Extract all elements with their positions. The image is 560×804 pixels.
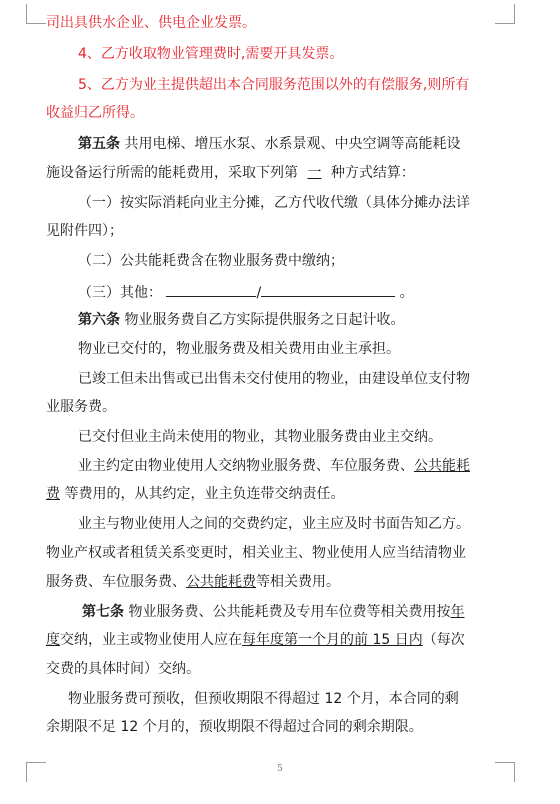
text-segment: 等费用的，从其约定，业主负连带交纳责任。 bbox=[64, 486, 345, 502]
crop-mark-top-left-h bbox=[26, 23, 46, 24]
text-segment: 等相关费用。 bbox=[256, 574, 340, 590]
text-segment: （每次 bbox=[422, 632, 465, 648]
text-line: （一）按实际消耗向业主分摊，乙方代收代缴（具体分摊办法详 bbox=[78, 195, 470, 211]
text-line: 物业服务费可预收，但预收期限不得超过 12 个月，本合同的剩 bbox=[68, 691, 459, 707]
text-line: 司出具供水企业、供电企业发票。 bbox=[46, 15, 256, 31]
text-segment: 施设备运行所需的能耗费用，采取下列第 bbox=[46, 165, 298, 181]
crop-mark-bottom-left-h bbox=[26, 762, 46, 763]
text-line: 见附件四）； bbox=[46, 223, 123, 239]
text-line: 4、乙方收取物业管理费时,需要开具发票。 bbox=[78, 46, 344, 62]
underlined-term: 公共能耗费 bbox=[186, 574, 256, 590]
text-segment: （三）其他： bbox=[78, 285, 162, 301]
article-5-text: 共用电梯、增压水泵、水系景观、中央空调等高能耗设 bbox=[124, 136, 461, 152]
article-6-heading: 第六条 bbox=[78, 312, 120, 328]
text-line: 交费的具体时间）交纳。 bbox=[46, 661, 200, 677]
text-line: 物业已交付的，物业服务费及相关费用由业主承担。 bbox=[78, 341, 400, 357]
text-line: 收益归乙所得。 bbox=[46, 105, 144, 121]
underlined-term: 度 bbox=[46, 632, 60, 648]
article-6-text: 物业服务费自乙方实际提供服务之日起计收。 bbox=[124, 312, 405, 328]
other-method-line bbox=[46, 282, 548, 302]
underlined-term: 费 bbox=[46, 486, 60, 502]
article-7-heading: 第七条 bbox=[82, 604, 124, 620]
text-line: 已竣工但未出售或已出售未交付使用的物业，由建设单位支付物 bbox=[78, 371, 470, 387]
article-5-line-1 bbox=[46, 135, 548, 153]
text-segment: 业主约定由物业使用人交纳物业服务费、车位服务费、 bbox=[78, 458, 414, 474]
text-line: 业服务费。 bbox=[46, 399, 116, 415]
text-line: （二）公共能耗费含在物业服务费中缴纳； bbox=[78, 253, 344, 269]
text-line: 物业产权或者租赁关系变更时，相关业主、物业使用人应当结清物业 bbox=[46, 545, 466, 561]
page-number: 5 bbox=[277, 764, 283, 774]
text-line: 5、乙方为业主提供超出本合同服务范围以外的有偿服务,则所有 bbox=[78, 77, 470, 93]
separator-slash: / bbox=[256, 285, 262, 301]
article-7-text: 物业服务费、公共能耗费及专用车位费等相关费用按 bbox=[128, 604, 451, 620]
article-7-line-1 bbox=[46, 603, 552, 621]
text-segment: 。 bbox=[399, 285, 414, 301]
crop-mark-bottom-right-h bbox=[495, 762, 515, 763]
crop-mark-top-left bbox=[26, 4, 27, 24]
settlement-method-blank: 一 bbox=[307, 165, 322, 181]
text-line bbox=[46, 457, 548, 475]
text-line: 余期限不足 12 个月的，预收期限不得超过合同的剩余期限。 bbox=[46, 719, 423, 735]
text-segment: 服务费、车位服务费、 bbox=[46, 574, 186, 590]
text-segment: 交纳，业主或物业使用人应在 bbox=[60, 632, 242, 648]
underlined-term: 年 bbox=[450, 604, 465, 620]
article-5-line-2 bbox=[46, 164, 516, 182]
text-line: 已交付但业主尚未使用的物业，其物业服务费由业主交纳。 bbox=[78, 429, 442, 445]
text-line: 业主与物业使用人之间的交费约定，业主应及时书面告知乙方。 bbox=[78, 516, 470, 532]
fill-in-blank bbox=[166, 282, 256, 297]
text-segment: 种方式结算： bbox=[330, 165, 415, 181]
text-line bbox=[46, 573, 516, 591]
fill-in-blank bbox=[261, 282, 395, 297]
underlined-term: 公共能耗 bbox=[414, 458, 470, 474]
article-5-heading: 第五条 bbox=[78, 136, 120, 152]
article-6-line bbox=[46, 311, 548, 329]
payment-deadline: 每年度第一个月的前 15 日内 bbox=[242, 632, 423, 648]
text-line bbox=[46, 485, 516, 503]
article-7-line-2 bbox=[46, 631, 516, 649]
